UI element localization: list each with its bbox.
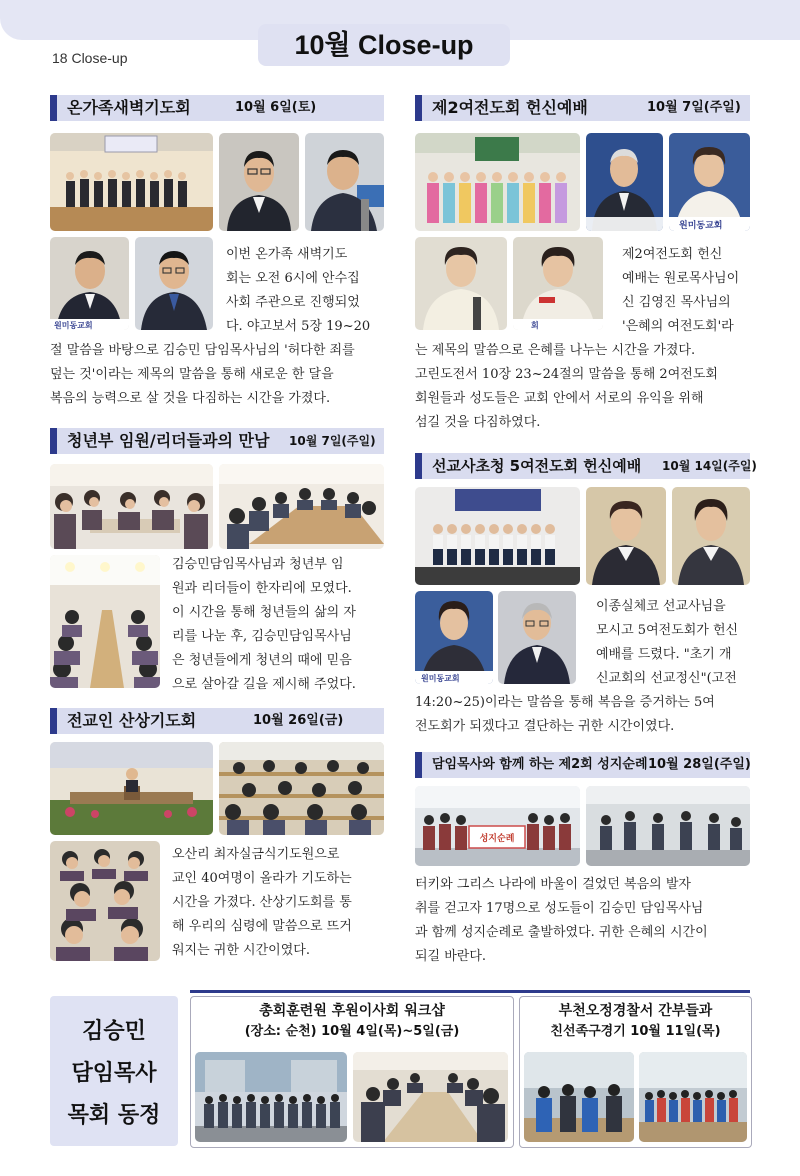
photo-womens-worship-pastor [586,133,663,231]
photo-dawn-prayer-speaker-3 [50,237,129,330]
body-line: 해 우리의 심령에 말씀으로 뜨거 [172,919,352,934]
section-date: 10월 7일(주일) [289,434,376,448]
side-line: 담임목사 [71,1061,157,1086]
section-title: 청년부 임원/리더들과의 만남 [67,431,270,450]
body-line: 되길 바란다. [415,949,487,964]
body-line: 예배를 드렸다. "초기 개 [596,647,732,662]
photo-pilgrimage-group [586,786,750,866]
section-header-womens-worship-2 [415,95,750,121]
football-box [519,996,752,1148]
section-date: 10월 14일(주일) [662,459,757,473]
football-date: 친선족구경기 10월 11일(목) [550,1024,721,1039]
body-line: 취를 걷고자 17명으로 성도들이 김승민 담임목사님 [415,901,704,916]
body-line: 이종실체코 선교사님을 [596,599,726,614]
section-header-womens-worship-5 [415,453,757,479]
body-line: 복음의 능력으로 살 것을 다짐하는 시간을 가졌다. [50,391,331,406]
section-date: 10월 26일(금) [253,713,344,728]
photo-sign-text: 회 [531,321,539,330]
photo-football-2 [639,1052,747,1142]
section-body-dawn-prayer [226,243,386,339]
photo-womens-5-speaker-3 [415,591,493,684]
body-line: 전도회가 되겠다고 결단하는 귀한 시간이였다. [415,719,675,734]
body-line: 이번 온가족 새벽기도 [226,247,348,262]
photo-sign-text: 원미동교회 [679,221,723,231]
body-line: 으로 살아갈 길을 제시해 주었다. [172,677,356,692]
section-header-youth-meeting [50,428,384,454]
body-line: 신 김영진 목사님의 [622,295,731,310]
section-date: 10월 7일(주일) [647,100,741,115]
page-title: 10월 Close-up [258,24,510,66]
side-line: 김승민 [82,1019,146,1044]
photo-football-1 [524,1052,634,1142]
section-body-womens-worship-2 [622,243,754,339]
body-line: '은혜의 여전도회'라 [622,319,734,334]
photo-womens-5-missionary [498,591,576,684]
body-line: 신교회의 선교정신"(고전 [596,671,737,686]
body-line: 시간을 가졌다. 산상기도회를 통 [172,895,352,910]
photo-mountain-prayer-2 [219,742,384,835]
body-line: 사회 주관으로 진행되었 [226,295,360,310]
body-line: 워지는 귀한 시간이였다. [172,943,310,958]
photo-youth-meeting-1 [50,464,213,549]
photo-womens-worship-speaker-3 [513,237,603,330]
pastor-activities-label [50,996,178,1146]
workshop-date: (장소: 순천) 10월 4일(목)~5일(금) [244,1024,460,1039]
photo-mountain-prayer-3 [50,841,160,961]
photo-dawn-prayer-group [50,133,213,231]
body-line: 터키와 그리스 나라에 바울이 걸었던 복음의 발자 [415,877,691,892]
body-line: 는 제목의 말씀으로 은혜를 나누는 시간을 가졌다. [415,343,696,358]
photo-workshop-group [195,1052,347,1142]
workshop-title: 총회훈련원 후원이사회 워크샵 [259,1003,445,1019]
body-line: 김승민담임목사님과 청년부 임 [172,557,344,572]
football-title: 부천오정경찰서 간부들과 [558,1003,713,1019]
photo-dawn-prayer-speaker-2 [305,133,384,231]
section-title: 전교인 산상기도회 [67,711,197,730]
body-line: 14:20~25)이라는 말씀을 통해 복음을 증거하는 5여 [415,695,715,710]
section-body-womens-worship-5 [596,595,754,691]
body-line: 리를 나눈 후, 김승민담임목사님 [172,629,352,644]
body-line: 오산리 최자실금식기도원으로 [172,847,340,862]
body-line: 고린도전서 10장 23~24절의 말씀을 통해 2여전도회 [415,367,718,382]
section-title: 선교사초청 5여전도회 헌신예배 [432,457,642,475]
photo-womens-5-speaker-1 [586,487,666,585]
section-body-womens-worship-2-cont [415,339,755,435]
photo-sign-text: 원미동교회 [54,321,93,330]
body-line: 절 말씀을 바탕으로 김승민 담임목사님의 '허다한 죄를 [50,343,355,358]
section-body-youth-meeting [172,553,390,697]
body-line: 과 함께 성지순례로 출발하였다. 귀한 은혜의 시간이 [415,925,708,940]
section-body-womens-worship-5-cont [415,691,755,739]
section-header-dawn-prayer [50,95,384,121]
side-line: 목회 동정 [67,1103,161,1128]
body-line: 교인 40여명이 올라가 기도하는 [172,871,352,886]
photo-youth-meeting-3 [50,555,160,688]
body-line: 덮는 것'이라는 제목의 말씀을 통해 새로운 한 달을 [50,367,334,382]
body-line: 모시고 5여전도회가 헌신 [596,623,739,638]
photo-womens-5-choir [415,487,580,585]
body-line: 예배는 원로목사님이 [622,271,740,286]
photo-dawn-prayer-speaker-4 [135,237,213,330]
section-date: 10월 6일(토) [235,100,317,115]
photo-dawn-prayer-speaker-1 [219,133,299,231]
photo-youth-meeting-2 [219,464,384,549]
photo-banner-text: 성지순례 [479,834,515,844]
section-date: 10월 28일(주일) [648,757,751,772]
photo-sign-text: 원미동교회 [421,674,460,683]
photo-workshop-dinner [353,1052,508,1142]
section-body-mountain-prayer [172,843,390,963]
section-title: 제2여전도회 헌신예배 [432,98,588,117]
section-body-pilgrimage [415,873,755,969]
photo-womens-worship-choir [415,133,580,231]
photo-womens-5-speaker-2 [672,487,750,585]
body-line: 은 청년들에게 청년의 때에 믿음 [172,653,352,668]
body-line: 다. 야고보서 5장 19~20 [226,319,371,334]
body-line: 섬길 것을 다짐하였다. [415,415,541,430]
section-header-mountain-prayer [50,708,384,734]
body-line: 회원들과 성도들은 교회 안에서 서로의 유익을 위해 [415,391,704,406]
body-line: 원과 리더들이 한자리에 모였다. [172,581,352,596]
body-line: 제2여전도회 헌신 [622,247,723,262]
section-header-pilgrimage [415,752,750,778]
body-line: 회는 오전 6시에 안수집 [226,271,360,286]
workshop-box [190,996,514,1148]
photo-mountain-prayer-1 [50,742,213,835]
section-title: 담임목사와 함께 하는 제2회 성지순례 [432,757,648,772]
photo-womens-worship-speaker [669,133,750,231]
bottom-divider [190,990,750,993]
body-line: 이 시간을 통해 청년들의 삶의 자 [172,605,356,620]
page-number: 18 Close-up [52,50,128,66]
section-title: 온가족새벽기도회 [67,98,191,117]
section-body-dawn-prayer-cont [50,339,390,411]
photo-womens-worship-speaker-2 [415,237,507,330]
photo-pilgrimage-airport [415,786,580,866]
